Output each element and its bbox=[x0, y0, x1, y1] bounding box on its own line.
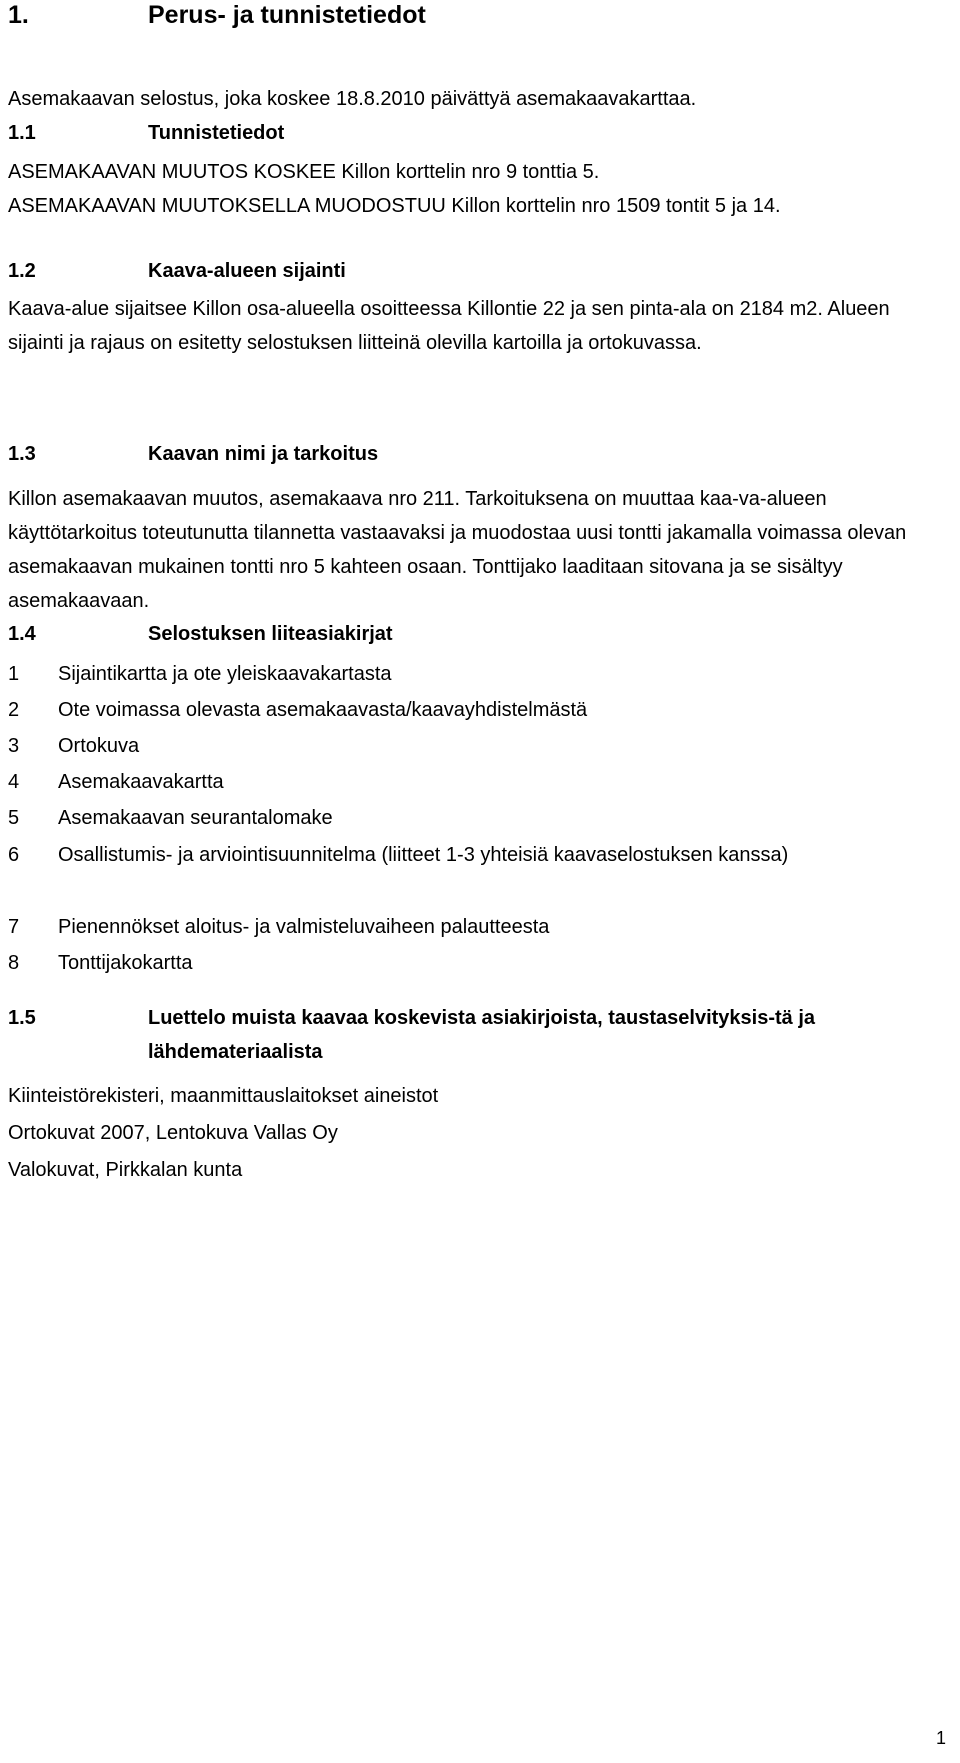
attachment-item bbox=[8, 838, 888, 872]
subsection-number: 1.3 bbox=[8, 443, 36, 465]
attachment-text: Ortokuva bbox=[58, 735, 140, 757]
attachment-text: Sijaintikartta ja ote yleiskaavakartasta bbox=[58, 663, 392, 685]
identification-line-1: ASEMAKAAVAN MUUTOS KOSKEE Killon korttelin nro 9 tonttia 5. bbox=[8, 161, 600, 183]
attachment-text: Tonttijakokartta bbox=[58, 952, 193, 974]
subsection-number: 1.5 bbox=[8, 1007, 36, 1029]
attachment-item bbox=[8, 657, 948, 691]
attachment-item bbox=[8, 765, 948, 799]
attachment-item bbox=[8, 693, 948, 727]
location-paragraph: Kaava-alue sijaitsee Killon osa-alueella osoitteessa Killontie 22 ja sen pinta-ala on 2184 m2. Alueen sijainti ja rajaus on esitetty selostuksen liitteinä olevilla kartoilla ja ortokuvassa. bbox=[8, 298, 890, 354]
attachment-number: 3 bbox=[8, 735, 20, 757]
source-line: Ortokuvat 2007, Lentokuva Vallas Oy bbox=[8, 1122, 338, 1144]
intro-paragraph: Asemakaavan selostus, joka koskee 18.8.2010 päivättyä asemakaavakarttaa. bbox=[8, 88, 697, 110]
subsection-title: Selostuksen liiteasiakirjat bbox=[148, 623, 393, 645]
subsection-title: Kaavan nimi ja tarkoitus bbox=[148, 443, 379, 465]
subsection-number: 1.4 bbox=[8, 623, 36, 645]
attachment-number: 6 bbox=[8, 844, 20, 866]
attachment-item bbox=[8, 946, 948, 980]
subsection-title: Kaava-alueen sijainti bbox=[148, 260, 346, 282]
attachment-text: Pienennökset aloitus- ja valmisteluvaiheen palautteesta bbox=[58, 916, 550, 938]
attachment-text: Asemakaavakartta bbox=[58, 771, 224, 793]
attachment-number: 2 bbox=[8, 699, 20, 721]
attachment-text: Ote voimassa olevasta asemakaavasta/kaavayhdistelmästä bbox=[58, 699, 588, 721]
source-line: Kiinteistörekisteri, maanmittauslaitokset aineistot bbox=[8, 1085, 439, 1107]
attachment-number: 8 bbox=[8, 952, 20, 974]
attachment-item bbox=[8, 801, 948, 835]
attachment-item bbox=[8, 729, 948, 763]
attachment-number: 1 bbox=[8, 663, 20, 685]
attachment-text: Osallistumis- ja arviointisuunnitelma (liitteet 1-3 yhteisiä kaavaselostuksen kanssa) bbox=[58, 844, 789, 866]
section-title: Perus- ja tunnistetiedot bbox=[148, 1, 426, 29]
page-number: 1 bbox=[935, 1728, 946, 1748]
subsection-title: Tunnistetiedot bbox=[148, 122, 285, 144]
subsection-number: 1.1 bbox=[8, 122, 36, 144]
attachment-number: 4 bbox=[8, 771, 20, 793]
attachment-number: 5 bbox=[8, 807, 20, 829]
attachment-text: Asemakaavan seurantalomake bbox=[58, 807, 333, 829]
identification-line-2: ASEMAKAAVAN MUUTOKSELLA MUODOSTUU Killon korttelin nro 1509 tontit 5 ja 14. bbox=[8, 195, 781, 217]
purpose-paragraph: Killon asemakaavan muutos, asemakaava nro 211. Tarkoituksena on muuttaa kaa-va-alueen käyttötarkoitus toteutunutta tilannetta vastaavaksi ja muodostaa uusi tontti jakamalla voimassa olevan asemakaavan mukainen tontti nro 5 kahteen osaan. Tonttijako laaditaan sitovana ja se sisältyy asemakaavaan. bbox=[8, 488, 907, 612]
source-line: Valokuvat, Pirkkalan kunta bbox=[8, 1159, 243, 1181]
attachment-number: 7 bbox=[8, 916, 20, 938]
attachment-item bbox=[8, 910, 948, 944]
subsection-title: Luettelo muista kaavaa koskevista asiakirjoista, taustaselvityksis-tä ja lähdemateriaalista bbox=[148, 1007, 816, 1063]
subsection-number: 1.2 bbox=[8, 260, 36, 282]
section-number: 1. bbox=[8, 1, 29, 29]
